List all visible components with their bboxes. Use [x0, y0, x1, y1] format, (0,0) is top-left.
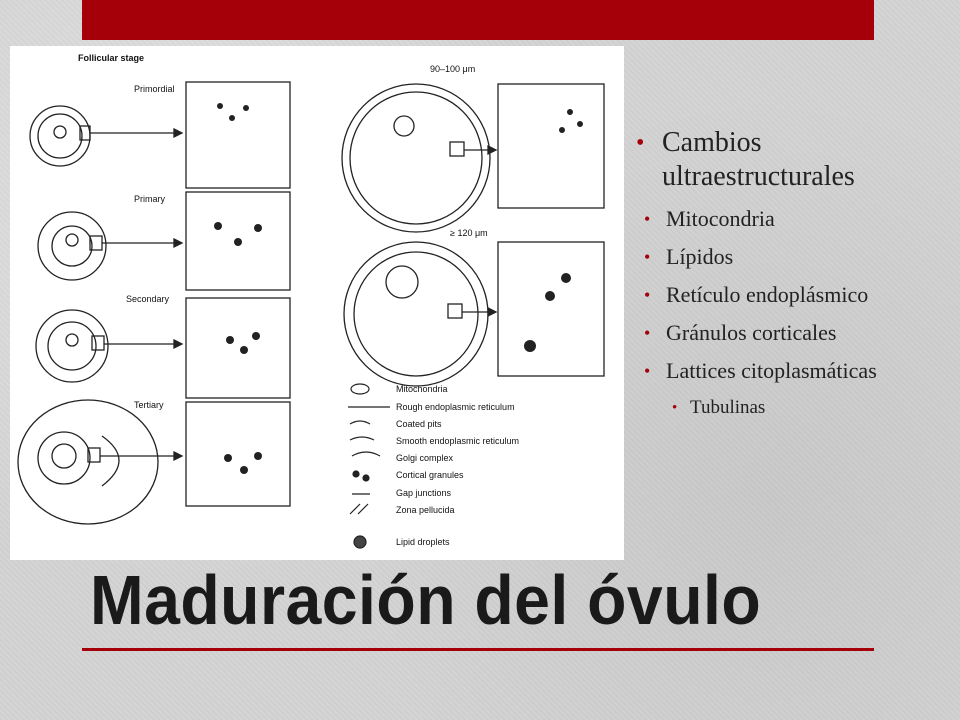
legend-item: Cortical granules: [396, 470, 464, 480]
legend-item: Lipid droplets: [396, 537, 450, 547]
slide-title: Maduración del óvulo: [90, 561, 762, 639]
legend-item: Rough endoplasmic reticulum: [396, 402, 515, 412]
oocyte-120um-diagram: [344, 242, 604, 386]
legend-item: Mitochondria: [396, 384, 448, 394]
legend-item: Smooth endoplasmic reticulum: [396, 436, 520, 446]
figure-illustration: [10, 46, 624, 560]
follicle-tertiary-diagram: [18, 400, 290, 524]
legend-item: Golgi complex: [396, 453, 454, 463]
stage-label-secondary: Secondary: [126, 294, 170, 304]
bullet-item: • Lípidos: [636, 244, 952, 270]
bullet-item: • Lattices citoplasmáticas: [636, 358, 952, 384]
legend-item: Zona pellucida: [396, 505, 455, 515]
stage-label-tertiary: Tertiary: [134, 400, 164, 410]
legend-item: Gap junctions: [396, 488, 452, 498]
size-label-90-100um: 90–100 μm: [430, 64, 476, 74]
stage-label-primary: Primary: [134, 194, 165, 204]
size-label-120um: ≥ 120 μm: [450, 228, 488, 238]
figure-heading: Follicular stage: [78, 53, 145, 63]
follicle-primordial-diagram: [30, 82, 290, 188]
legend-item: Coated pits: [396, 419, 442, 429]
oocyte-90-100um-diagram: [342, 84, 604, 232]
title-underline: [82, 648, 874, 651]
bullet-main: • Cambios ultraestructurales: [636, 126, 952, 194]
top-accent-bar: [82, 0, 874, 40]
figure-legend: [396, 384, 519, 547]
bullet-list: [636, 126, 952, 420]
follicle-primary-diagram: [38, 192, 290, 290]
stage-label-primordial: Primordial: [134, 84, 175, 94]
bullet-item: • Retículo endoplásmico: [636, 282, 952, 308]
bullet-subitem: • Tubulinas: [636, 396, 952, 420]
oocyte-maturation-figure: [10, 46, 624, 560]
legend-symbols: [348, 384, 390, 548]
follicle-secondary-diagram: [36, 298, 290, 398]
bullet-item: • Mitocondria: [636, 206, 952, 232]
bullet-item: • Gránulos corticales: [636, 320, 952, 346]
